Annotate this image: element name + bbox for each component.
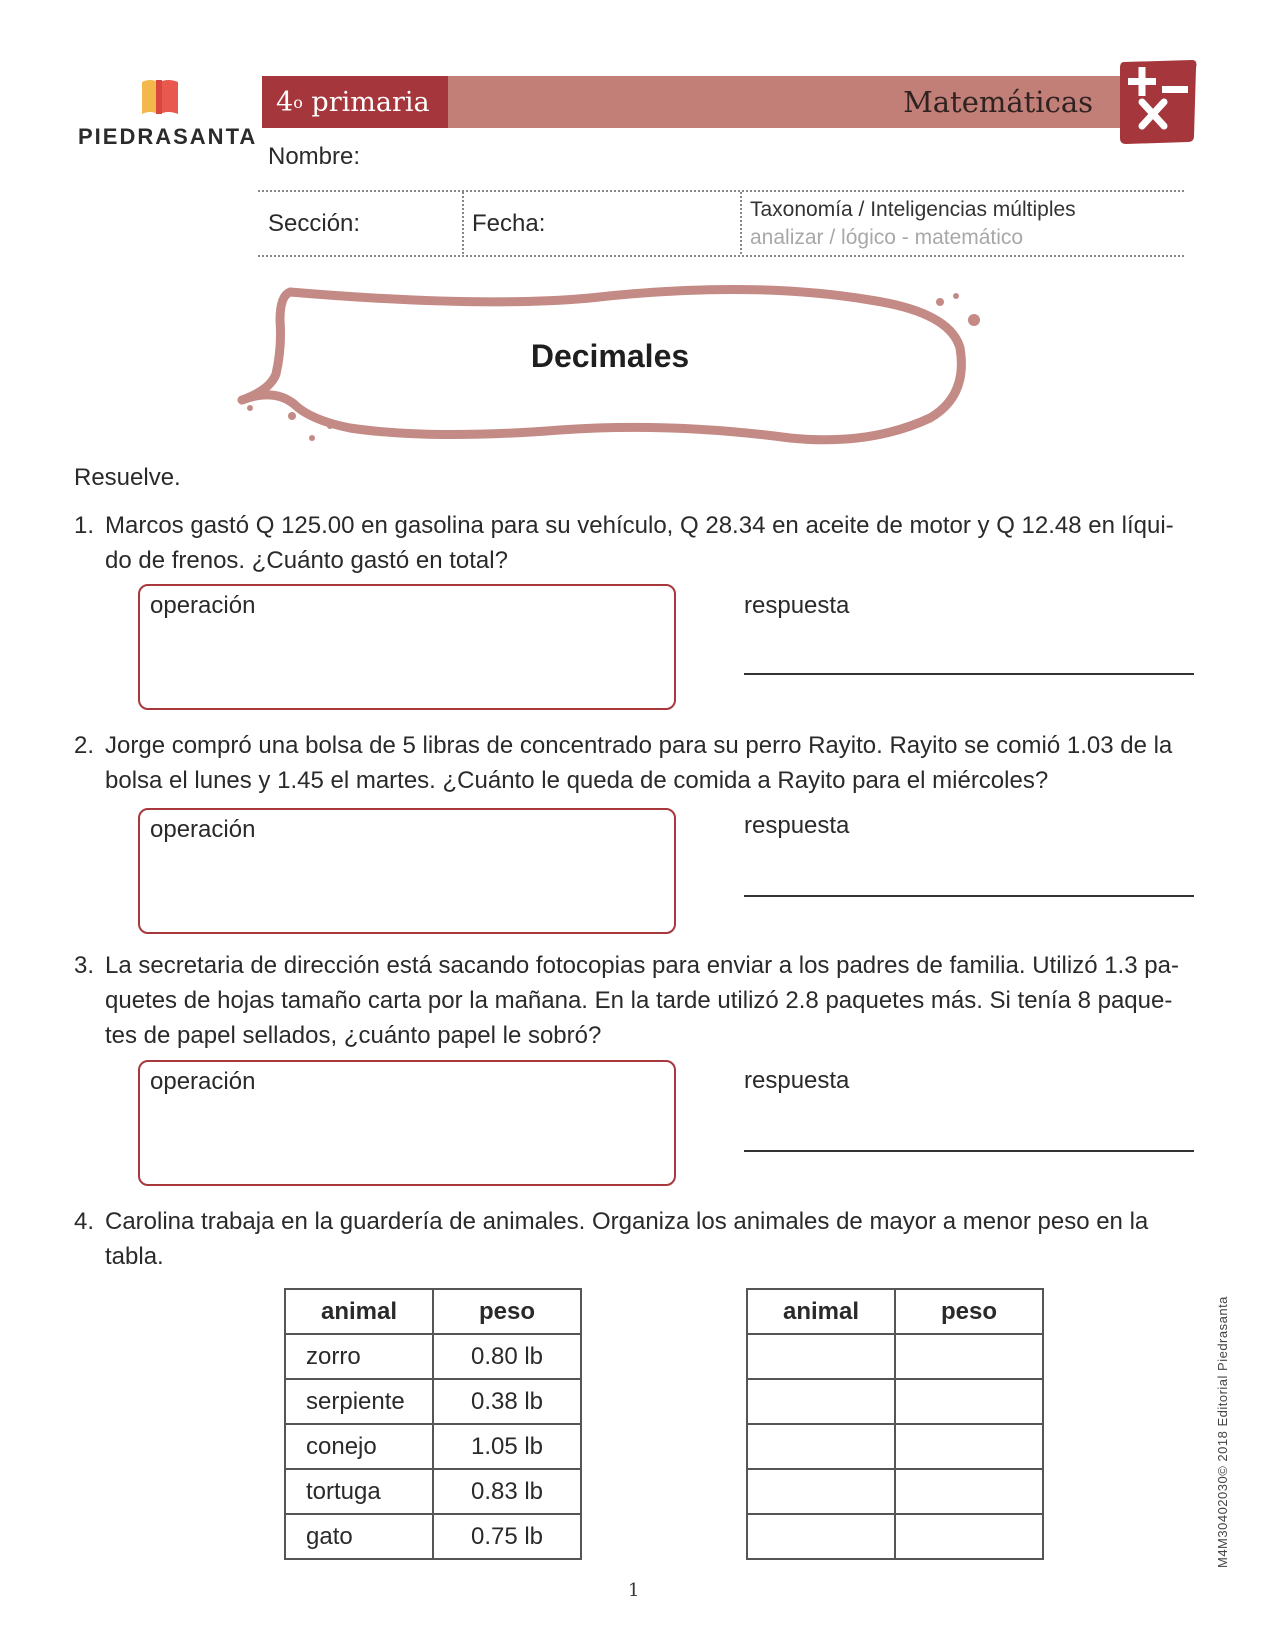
question-text (105, 948, 1185, 1053)
worksheet-title: Decimales (530, 338, 690, 374)
table-row (747, 1334, 1043, 1379)
table-row (747, 1469, 1043, 1514)
copyright-code: M4M30402030© 2018 Editorial Piedrasanta (1215, 1296, 1230, 1568)
page-number: 1 (628, 1580, 640, 1601)
header-weight: peso (433, 1289, 581, 1334)
question-line: tabla. (105, 1243, 164, 1270)
taxonomy-title: Taxonomía / Inteligencias múltiples (750, 198, 1076, 221)
subject-title: Matemáticas (903, 85, 1093, 119)
grade-label (262, 76, 448, 128)
answer-label: respuesta (744, 592, 850, 619)
header-animal: animal (747, 1289, 895, 1334)
taxonomy-subtitle: analizar / lógico - matemático (750, 226, 1024, 249)
weight-answer-cell[interactable] (895, 1379, 1043, 1424)
animal-answer-cell[interactable] (747, 1334, 895, 1379)
grade-word: primaria (311, 86, 430, 118)
animal-answer-cell[interactable] (747, 1424, 895, 1469)
animal-cell: tortuga (285, 1469, 433, 1514)
animal-cell: conejo (285, 1424, 433, 1469)
question-text (105, 728, 1185, 798)
table-row (747, 1379, 1043, 1424)
weight-answer-cell[interactable] (895, 1334, 1043, 1379)
name-divider (258, 190, 1184, 192)
weight-cell: 0.80 lb (433, 1334, 581, 1379)
animal-weights-table (284, 1288, 582, 1560)
operation-label: operación (150, 592, 256, 619)
form-bottom-divider (258, 255, 1184, 257)
operation-box[interactable] (138, 808, 676, 934)
animal-cell: serpiente (285, 1379, 433, 1424)
answer-label: respuesta (744, 812, 850, 839)
grade-number: 4 (276, 86, 294, 118)
grade-ordinal: o (293, 92, 303, 112)
animal-cell: zorro (285, 1334, 433, 1379)
operation-label: operación (150, 1068, 256, 1095)
table-row (285, 1424, 581, 1469)
header-weight: peso (895, 1289, 1043, 1334)
animal-answer-cell[interactable] (747, 1379, 895, 1424)
animal-cell: gato (285, 1514, 433, 1559)
answer-table (746, 1288, 1044, 1560)
date-divider (740, 192, 742, 254)
header-animal: animal (285, 1289, 433, 1334)
books-icon (138, 76, 182, 118)
question-line: Marcos gastó Q 125.00 en gasolina para su vehículo, Q 28.34 en aceite de motor y Q 12.48 en líqui- (105, 512, 1174, 539)
weight-cell: 0.75 lb (433, 1514, 581, 1559)
question-line: Jorge compró una bolsa de 5 libras de concentrado para su perro Rayito. Rayito se comió 1.03 de la (105, 732, 1173, 759)
table-header-row (285, 1289, 581, 1334)
question-line: bolsa el lunes y 1.45 el martes. ¿Cuánto le queda de comida a Rayito para el miércoles? (105, 767, 1049, 794)
operation-box[interactable] (138, 584, 676, 710)
instruction-text: Resuelve. (74, 464, 181, 491)
question-text (105, 1204, 1185, 1274)
question-number: 3. (74, 952, 95, 979)
question-line: Carolina trabaja en la guardería de animales. Organiza los animales de mayor a menor peso en la (105, 1208, 1149, 1235)
question-number: 2. (74, 732, 95, 759)
weight-cell: 0.38 lb (433, 1379, 581, 1424)
weight-answer-cell[interactable] (895, 1514, 1043, 1559)
operation-label: operación (150, 816, 256, 843)
question-line: tes de papel sellados, ¿cuánto papel le sobró? (105, 1022, 602, 1049)
answer-line[interactable] (744, 895, 1194, 897)
animal-answer-cell[interactable] (747, 1469, 895, 1514)
name-label: Nombre: (268, 143, 361, 170)
answer-line[interactable] (744, 1150, 1194, 1152)
answer-label: respuesta (744, 1067, 850, 1094)
table-row (285, 1379, 581, 1424)
weight-answer-cell[interactable] (895, 1469, 1043, 1514)
table-row (747, 1514, 1043, 1559)
question-line: quetes de hojas tamaño carta por la mañana. En la tarde utilizó 2.8 paquetes más. Si tenía 8 paque- (105, 987, 1173, 1014)
date-label: Fecha: (472, 210, 546, 237)
weight-cell: 0.83 lb (433, 1469, 581, 1514)
animal-answer-cell[interactable] (747, 1514, 895, 1559)
question-number: 1. (74, 512, 95, 539)
question-text (105, 508, 1185, 578)
section-divider (462, 192, 464, 254)
table-row (285, 1514, 581, 1559)
table-header-row (747, 1289, 1043, 1334)
table-row (747, 1424, 1043, 1469)
table-row (285, 1334, 581, 1379)
weight-cell: 1.05 lb (433, 1424, 581, 1469)
weight-answer-cell[interactable] (895, 1424, 1043, 1469)
question-number: 4. (74, 1208, 95, 1235)
operation-box[interactable] (138, 1060, 676, 1186)
section-label: Sección: (268, 210, 361, 237)
logo-text: PIEDRASANTA (78, 124, 258, 149)
question-line: do de frenos. ¿Cuánto gastó en total? (105, 547, 508, 574)
math-operations-icon (1116, 58, 1198, 146)
question-line: La secretaria de dirección está sacando fotocopias para enviar a los padres de familia. Utilizó 1.3 pa- (105, 952, 1179, 979)
table-row (285, 1469, 581, 1514)
publisher-logo (78, 76, 258, 156)
answer-line[interactable] (744, 673, 1194, 675)
